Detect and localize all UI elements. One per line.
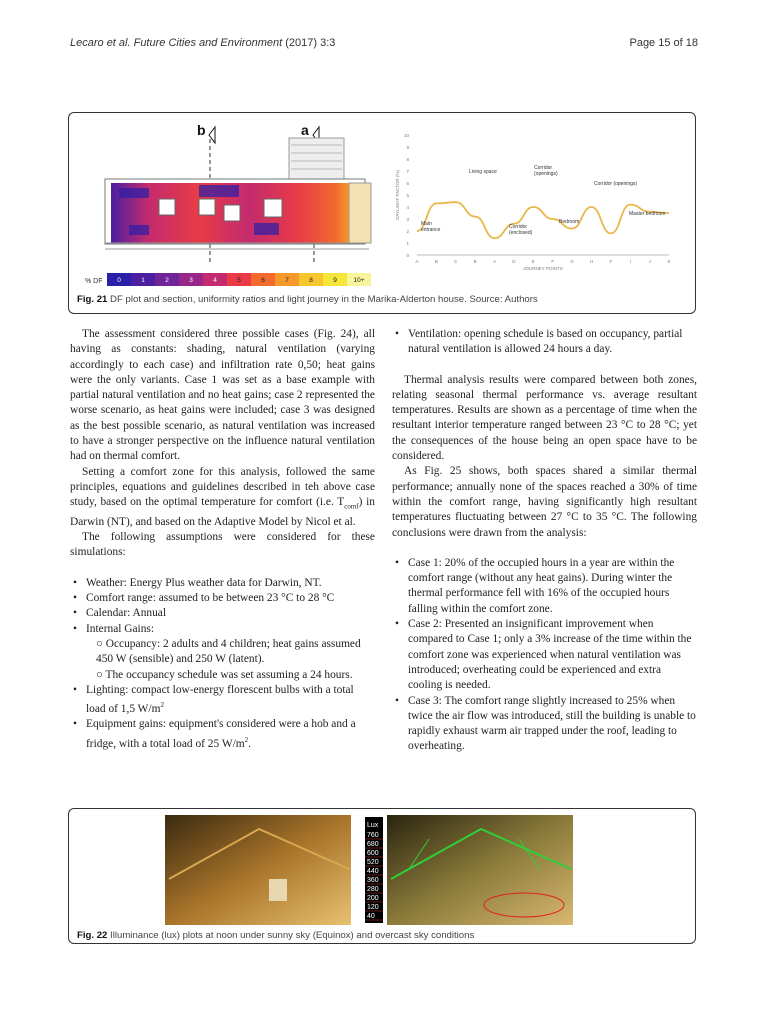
figure-21-caption: Fig. 21 DF plot and section, uniformity ratios and light journey in the Marika-Alderton house. Source: Authors (77, 294, 538, 305)
render-box (269, 879, 287, 901)
x-tick-label: D (512, 259, 516, 264)
lux-legend-value: 280 (367, 886, 379, 893)
df-legend-value: 8 (309, 277, 313, 284)
lux-legend-value: 600 (367, 850, 379, 857)
figure-22 (68, 808, 696, 944)
assumptions-list (70, 576, 375, 752)
chart-annotation: (openings) (534, 171, 558, 177)
x-tick-label: B (473, 259, 477, 264)
figure-22-caption: Fig. 22 Illuminance (lux) plots at noon under sunny sky (Equinox) and overcast sky conditions (77, 930, 475, 941)
chart-annotation: (enclosed) (509, 230, 533, 236)
chart-annotation: Corridor (534, 165, 553, 171)
list-item: • Comfort range: assumed to be between 23 °C to 28 °C (70, 591, 375, 606)
lux-legend-value: 120 (367, 904, 379, 911)
x-tick-label: J (648, 259, 651, 264)
df-legend-label: % DF (85, 278, 103, 285)
page-number: Page 15 of 18 (629, 37, 698, 49)
y-tick-label: 1 (406, 241, 409, 246)
left-column (70, 327, 375, 752)
y-tick-label: 0 (406, 253, 409, 258)
list-item: • Internal Gains: ○ Occupancy: 2 adults and 4 children; heat gains assumed 450 W (sensible) and 250 W (latent). ○ The occupancy schedule was set assuming a 24 hours. (70, 622, 375, 683)
list-item: • Case 1: 20% of the occupied hours in a year are within the comfort range (without any heat gains). During winter the thermal performance fell with 16% of the occupied hours falling within the comfort zone. (392, 556, 697, 617)
sub-list-item: ○ Occupancy: 2 adults and 4 children; heat gains assumed 450 W (sensible) and 250 W (latent). (96, 637, 361, 666)
y-tick-label: 5 (406, 193, 409, 198)
lux-legend-value: 360 (367, 877, 379, 884)
list-item: • Equipment gains: equipment's considered were a hob and a fridge, with a total load of 25 $W/m^2$. (70, 717, 375, 751)
x-tick-label: C (454, 259, 458, 264)
y-tick-label: 8 (406, 157, 409, 162)
figure-21 (68, 112, 696, 314)
list-item: • Ventilation: opening schedule is based on occupancy, partial natural ventilation is allowed 24 hours a day. (392, 327, 697, 358)
x-tick-label: A (415, 259, 419, 264)
paragraph: The following assumptions were considered for these simulations: (70, 531, 375, 559)
x-tick-label: G (570, 259, 574, 264)
lux-legend-value: 200 (367, 895, 379, 902)
lux-legend-value: 440 (367, 868, 379, 875)
verandah (349, 183, 371, 243)
chart-annotation: Corridor (openings) (594, 181, 638, 187)
list-item: • Lighting: compact low-energy florescent bulbs with a total load of 1,5 $W/m^2$ (70, 683, 375, 717)
df-legend-value: 7 (285, 277, 289, 284)
chart-annotation: Main (421, 221, 432, 227)
df-legend-value: 2 (165, 277, 169, 284)
stair-drawing (289, 138, 344, 180)
sub-list-item: ○ The occupancy schedule was set assuming a 24 hours. (96, 668, 353, 681)
y-tick-label: 9 (406, 145, 409, 150)
paragraph: The assessment considered three possible cases (Fig. 24), all having as constants: shading, natural ventilation (varying accordingly to each case) and infiltration rate 0,50; heat gains were the only variants. Case 1 was set as a base example with partial natural ventilation and no heat gains; case 2 represented the worse scenario, as heat gains were included; case 3 was designed as the best possible scenario, as natural ventilation was increased to have a stronger perspective on the influence natural ventilation had on thermal comfort. (70, 328, 375, 463)
y-tick-label: 10 (403, 133, 409, 138)
x-tick-label: F (551, 259, 555, 264)
df-legend-value: 6 (261, 277, 265, 284)
lux-legend-value: 680 (367, 841, 379, 848)
df-legend (107, 273, 371, 286)
df-legend-value: 4 (213, 277, 217, 284)
x-tick-label: H (589, 259, 594, 264)
chart-annotation: Corridor (509, 224, 528, 230)
sunny-sky-render (165, 815, 351, 925)
figure-21-graphic (69, 113, 697, 315)
figure-22-graphic (69, 809, 697, 945)
daylight-series-line (417, 202, 669, 238)
x-tick-label: K (667, 259, 671, 264)
x-tick-label: B (434, 259, 438, 264)
list-item: • Calendar: Annual (70, 606, 375, 621)
paragraph: Thermal analysis results were compared between both zones, relating seasonal thermal performance vs. average resultant temperatures. Results are shown as a percentage of time when the resultant interior temperature ranged between 23 °C to 28 °C; yet the consequences of the house being an open space have to be considered. (392, 373, 697, 463)
chart-annotation: Master bedroom (629, 211, 666, 217)
x-tick-label: A (493, 259, 497, 264)
df-legend-value: 5 (237, 277, 241, 284)
section-marker-a: a (301, 122, 309, 138)
lux-legend-value: 760 (367, 832, 379, 839)
overcast-sky-render (387, 815, 573, 925)
df-legend-value: 1 (141, 277, 145, 284)
list-item: • Case 2: Presented an insignificant improvement when compared to Case 1; only a 3% increase of the time within the comfort zone was experienced when natural ventilation was introduced; overheating could be experienced and extra cooling is needed. (392, 617, 697, 693)
y-tick-label: 7 (406, 169, 409, 174)
df-legend-value: 3 (189, 277, 193, 284)
x-axis-label: JOURNEY POINTS (523, 266, 563, 271)
daylight-journey-chart (395, 133, 671, 271)
page-header (70, 37, 698, 49)
running-title: Lecaro et al. Future Cities and Environment (2017) 3:3 (70, 37, 336, 49)
chart-annotation: Bedroom (559, 219, 580, 225)
x-tick-label: E (531, 259, 535, 264)
lux-legend-value: 520 (367, 859, 379, 866)
paragraph: As Fig. 25 shows, both spaces shared a similar thermal performance; annually none of the spaces reached a 30% of time within the comfort range, having significantly high resultant temperatures fluctuating between 27 °C to 35 °C. The following conclusions were drawn from the analysis: (392, 465, 697, 539)
y-tick-label: 4 (406, 205, 409, 210)
x-tick-label: I (629, 259, 631, 264)
list-item: • Case 3: The comfort range slightly increased to 25% when twice the air flow was introduced, still the building is unable to rapidly exhaust warm air trapped under the roof, leading to overheating. (392, 694, 697, 755)
chart-annotation: Living space (469, 169, 497, 175)
lux-legend-value: 40 (367, 913, 375, 920)
df-legend-value: 0 (117, 277, 121, 284)
df-legend-value: 10+ (353, 277, 365, 284)
df-legend-value: 9 (333, 277, 337, 284)
list-item: • Weather: Energy Plus weather data for Darwin, NT. (70, 576, 375, 591)
y-tick-label: 2 (406, 229, 409, 234)
x-tick-label: F (609, 259, 613, 264)
y-tick-label: 3 (406, 217, 409, 222)
y-axis-label: DAYLIGHT FACTOR (%) (395, 170, 400, 220)
conclusions-list (392, 556, 697, 755)
lux-legend-title: Lux (367, 822, 379, 829)
right-column (392, 327, 697, 755)
y-tick-label: 6 (406, 181, 409, 186)
chart-annotation: entrance (421, 227, 441, 233)
section-marker-b: b (197, 122, 206, 138)
paragraph: Setting a comfort zone for this analysis, followed the same principles, equations and guidelines described in teh above case study, based on the optimal temperature for comfort (i.e. $T_{comf}$) in Darwin (NT), and based on the Adaptive Model by Nicol et al. (70, 465, 375, 528)
